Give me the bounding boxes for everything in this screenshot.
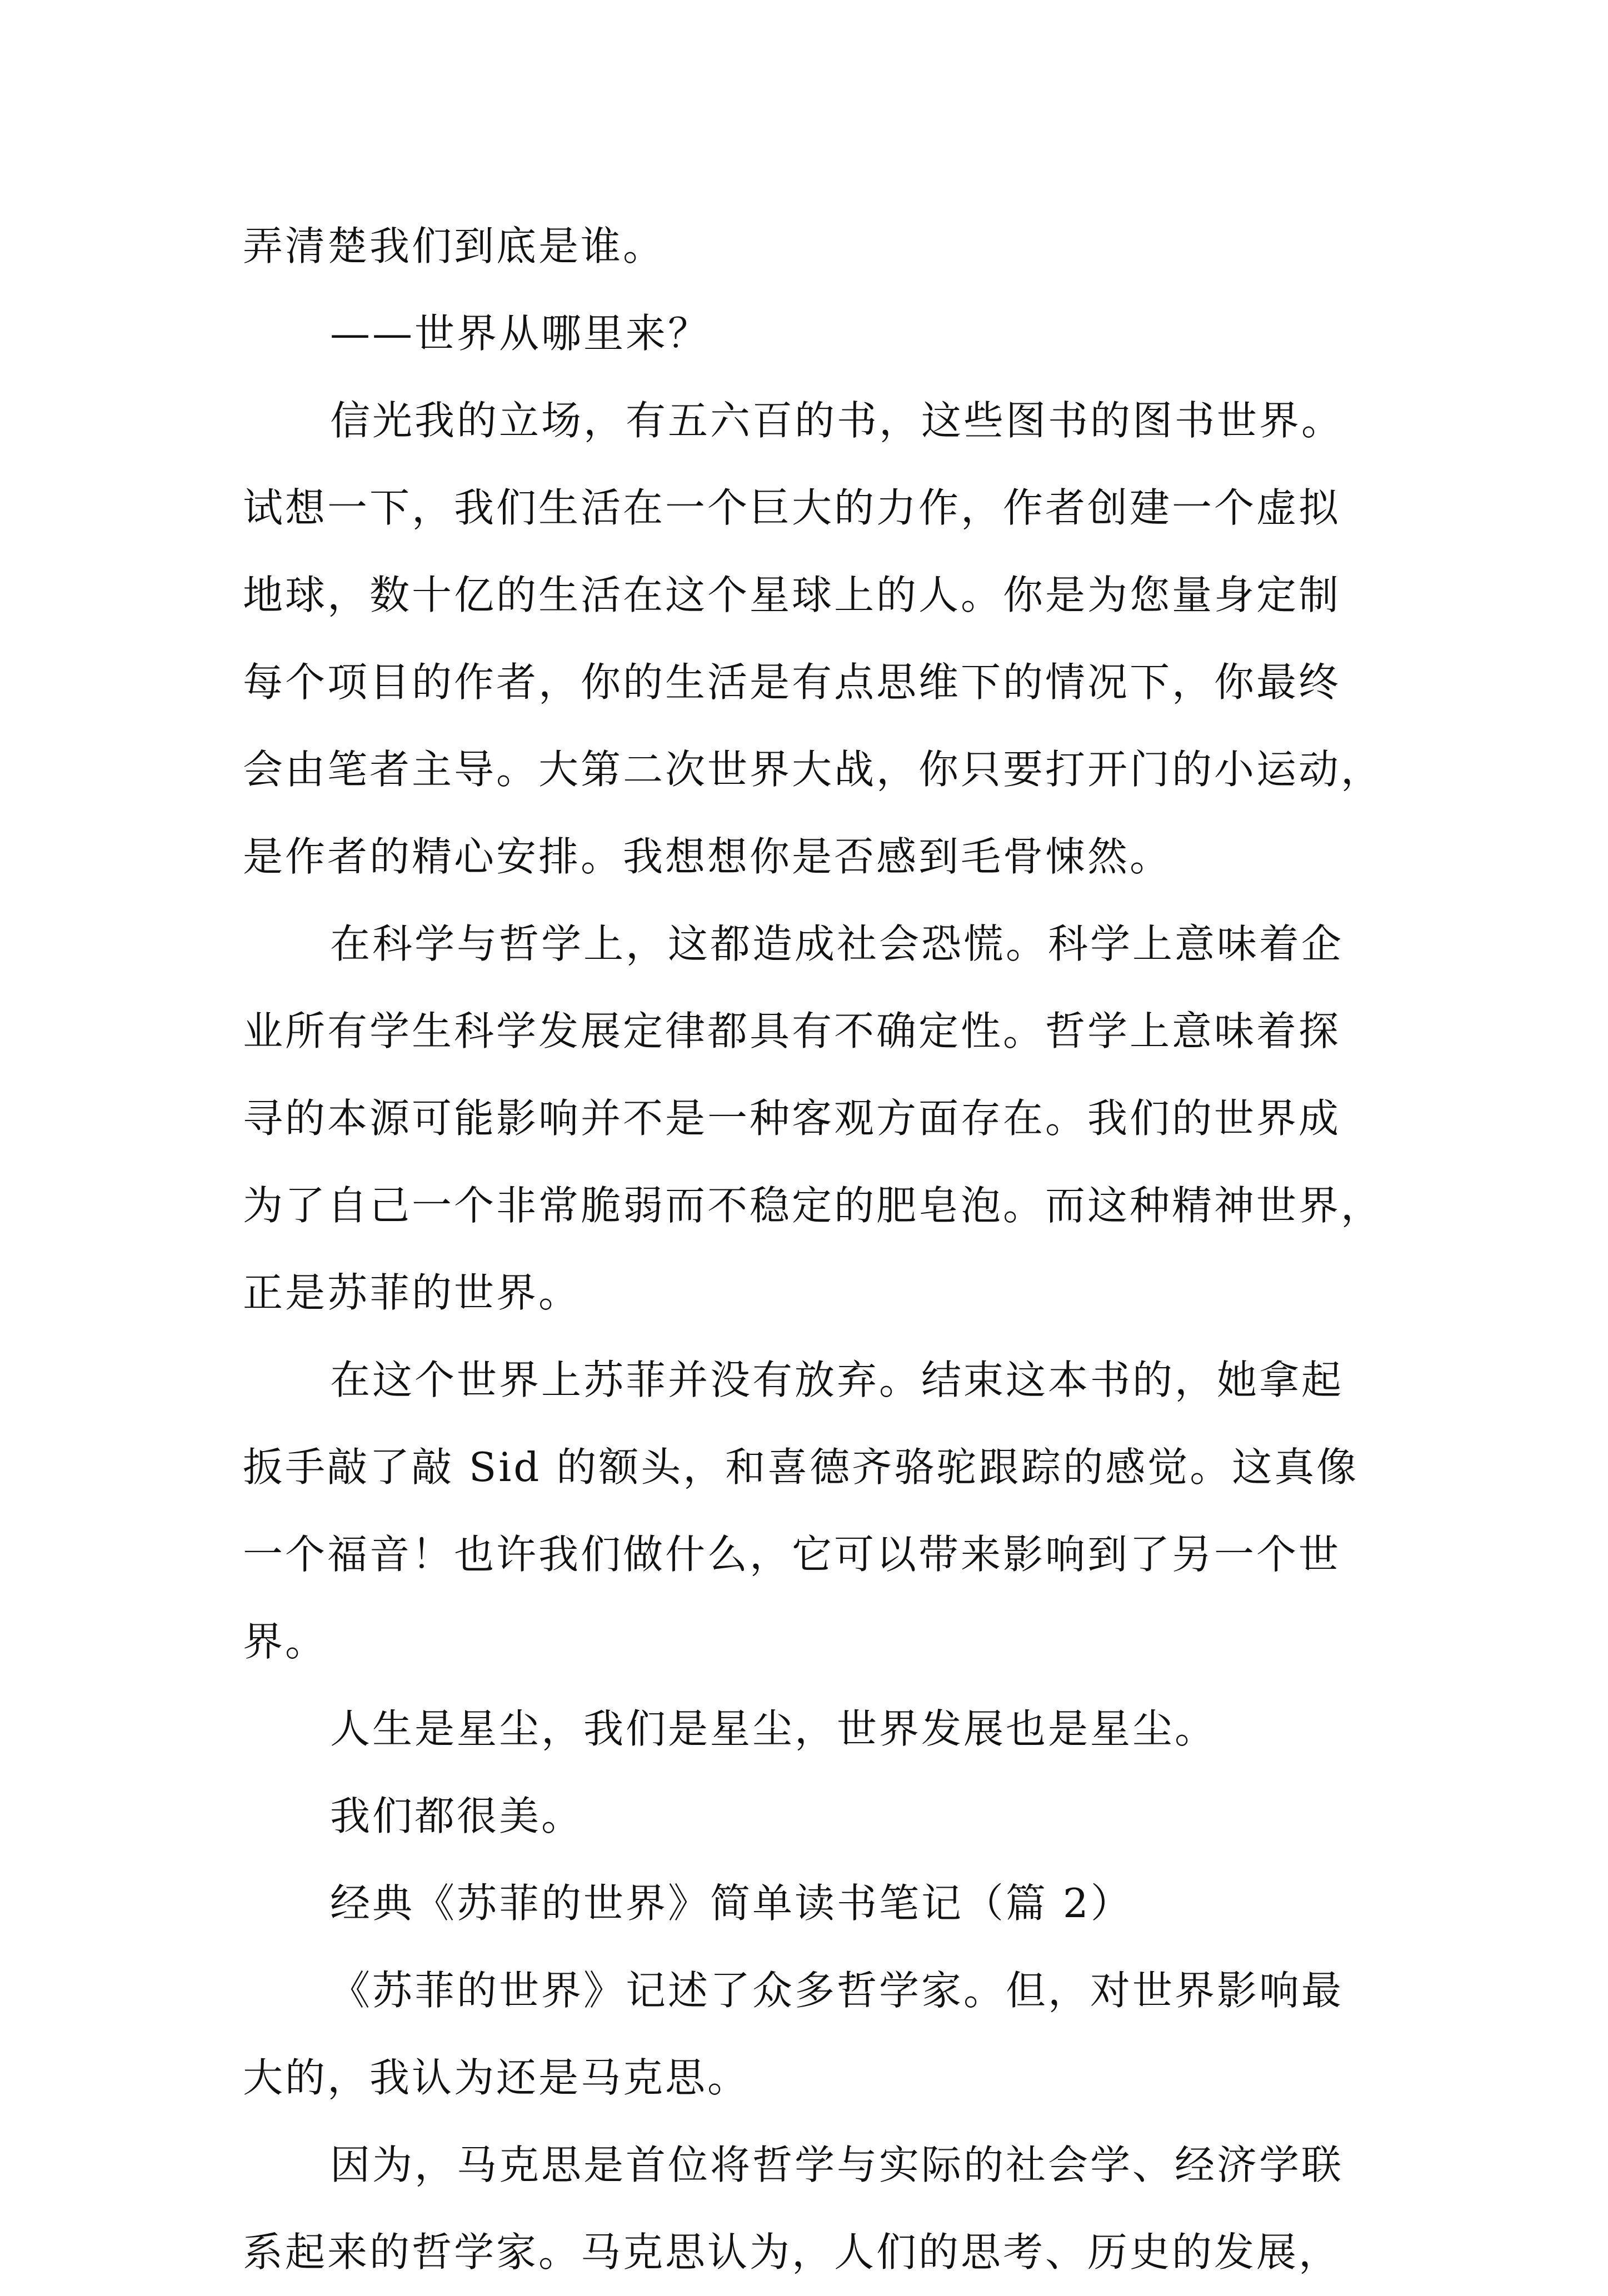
- text-line: ——世界从哪里来？: [330, 310, 711, 357]
- text-line: 弄清楚我们到底是谁。: [243, 223, 666, 269]
- text-line: 寻的本源可能影响并不是一种客观方面存在。我们的世界成: [243, 1095, 1341, 1142]
- text-line: 试想一下，我们生活在一个巨大的力作，作者创建一个虚拟: [243, 484, 1341, 531]
- text-line: 信光我的立场，有五六百的书，这些图书的图书世界。: [330, 397, 1344, 444]
- text-line: 人生是星尘，我们是星尘，世界发展也是星尘。: [330, 1705, 1217, 1752]
- text-line: 为了自己一个非常脆弱而不稳定的肥皂泡。而这种精神世界，: [243, 1182, 1384, 1229]
- text-line: 地球，数十亿的生活在这个星球上的人。你是为您量身定制: [243, 572, 1341, 618]
- text-line: 因为，马克思是首位将哲学与实际的社会学、经济学联: [330, 2142, 1344, 2188]
- text-line: 是作者的精心安排。我想想你是否感到毛骨悚然。: [243, 833, 1172, 880]
- body-text: [243, 203, 1384, 2296]
- text-line: 系起来的哲学家。马克思认为，人们的思考、历史的发展，: [243, 2229, 1341, 2275]
- text-line: 会由笔者主导。大第二次世界大战，你只要打开门的小运动，: [243, 746, 1384, 793]
- text-line: 《苏菲的世界》记述了众多哲学家。但，对世界影响最: [330, 1967, 1344, 2014]
- text-line: 一个福音！也许我们做什么，它可以带来影响到了另一个世: [243, 1531, 1341, 1578]
- text-line: 界。: [243, 1618, 328, 1665]
- text-line: 扳手敲了敲 Sid 的额头，和喜德齐骆驼跟踪的感觉。这真像: [243, 1444, 1359, 1490]
- text-line: 每个项目的作者，你的生活是有点思维下的情况下，你最终: [243, 659, 1341, 706]
- text-line: 大的，我认为还是马克思。: [243, 2054, 750, 2101]
- text-line: 业所有学生科学发展定律都具有不确定性。哲学上意味着探: [243, 1008, 1341, 1054]
- text-line: 在科学与哲学上，这都造成社会恐慌。科学上意味着企: [330, 921, 1344, 967]
- text-line: 正是苏菲的世界。: [243, 1269, 581, 1316]
- text-line: 我们都很美。: [330, 1793, 584, 1839]
- text-line: 经典《苏菲的世界》简单读书笔记（篇 2）: [330, 1880, 1133, 1927]
- text-line: 在这个世界上苏菲并没有放弃。结束这本书的，她拿起: [330, 1357, 1344, 1403]
